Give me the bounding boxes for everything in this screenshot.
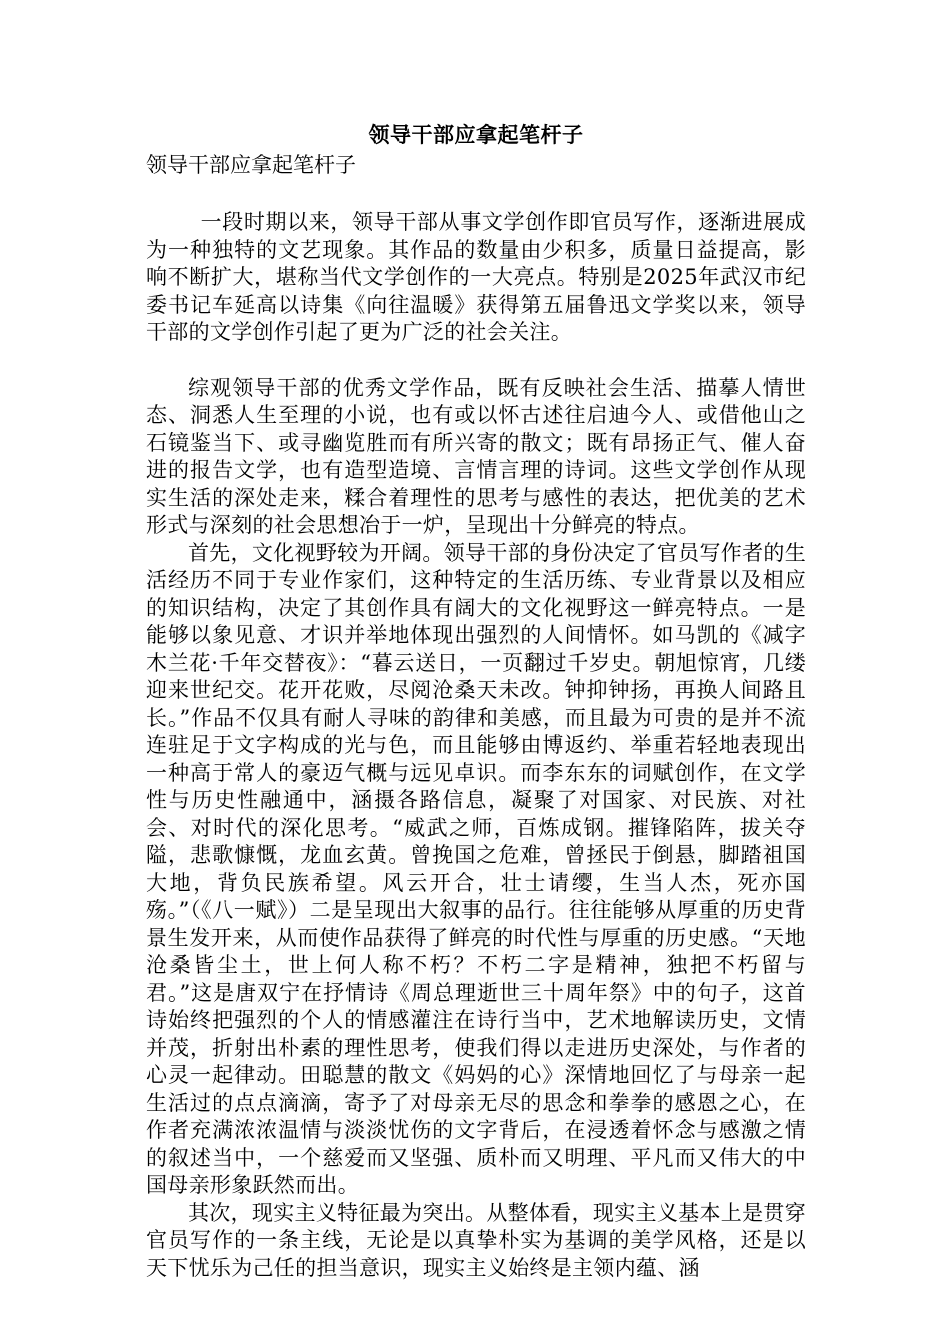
paragraph-2: 综观领导干部的优秀文学作品，既有反映社会生活、描摹人情世态、洞悉人生至理的小说，也有或以怀古述往启迪今人、或借他山之石镜鉴当下、或寻幽览胜而有所兴寄的散文；既有昂扬正气、催人奋进的报告文学，也有造型造境、言情言理的诗词。这些文学创作从现实生活的深处走来，糅合着理性的思考与感性的表达，把优美的艺术形式与深刻的社会思想冶于一炉，呈现出十分鲜亮的特点。 <box>146 375 806 537</box>
paragraph-1: 一段时期以来，领导干部从事文学创作即官员写作，逐渐进展成为一种独特的文艺现象。其作品的数量由少积多，质量日益提高，影响不断扩大，堪称当代文学创作的一大亮点。特别是2025年武汉市纪委书记车延高以诗集《向往温暖》获得第五届鲁迅文学奖以来，领导干部的文学创作引起了更为广泛的社会关注。 <box>146 210 806 344</box>
paragraph-3: 首先，文化视野较为开阔。领导干部的身份决定了官员写作者的生活经历不同于专业作家们，这种特定的生活历练、专业背景以及相应的知识结构，决定了其创作具有阔大的文化视野这一鲜亮特点。一是能够以象见意、才识并举地体现出强烈的人间情怀。如马凯的《减字木兰花·千年交替夜》：“暮云送日，一页翻过千岁史。朝旭惊宵，几缕迎来世纪交。花开花败，尽阅沧桑天未改。钟抑钟扬，再换人间路且长。”作品不仅具有耐人寻味的韵律和美感，而且最为可贵的是并不流连驻足于文字构成的光与色，而且能够由博返约、举重若轻地表现出一种高于常人的豪迈气概与远见卓识。而李东东的词赋创作，在文学性与历史性融通中，涵摄各路信息，凝聚了对国家、对民族、对社会、对时代的深化思考。“威武之师，百炼成钢。摧锋陷阵，拔关夺隘，悲歌慷慨，龙血玄黄。曾挽国之危难，曾拯民于倒悬，脚踏祖国大地，背负民族希望。风云开合，壮士请缨，生当人杰，死亦国殇。”（《八一赋》）二是呈现出大叙事的品行。往往能够从厚重的历史背景生发开来，从而使作品获得了鲜亮的时代性与厚重的历史感。“天地沧桑皆尘土，世上何人称不朽？不朽二字是精神，独把不朽留与君。”这是唐双宁在抒情诗《周总理逝世三十周年祭》中的句子，这首诗始终把强烈的个人的情感灌注在诗行当中，艺术地解读历史，文情并茂，折射出朴素的理性思考，使我们得以走进历史深处，与作者的心灵一起律动。田聪慧的散文《妈妈的心》深情地回忆了与母亲一起生活过的点点滴滴，寄予了对母亲无尽的思念和拳拳的感恩之心，在作者充满浓浓温情与淡淡忧伤的文字背后，在浸透着怀念与感激之情的叙述当中，一个慈爱而又坚强、质朴而又明理、平凡而又伟大的中国母亲形象跃然而出。 <box>146 540 806 1197</box>
paragraph-4: 其次，现实主义特征最为突出。从整体看，现实主义基本上是贯穿官员写作的一条主线，无论是以真挚朴实为基调的美学风格，还是以天下忧乐为己任的担当意识，现实主义始终是主领内蕴、涵 <box>146 1200 806 1280</box>
document-page <box>146 120 806 1282</box>
document-title: 领导干部应拿起笔杆子 <box>368 122 584 147</box>
document-subtitle: 领导干部应拿起笔杆子 <box>146 153 356 177</box>
